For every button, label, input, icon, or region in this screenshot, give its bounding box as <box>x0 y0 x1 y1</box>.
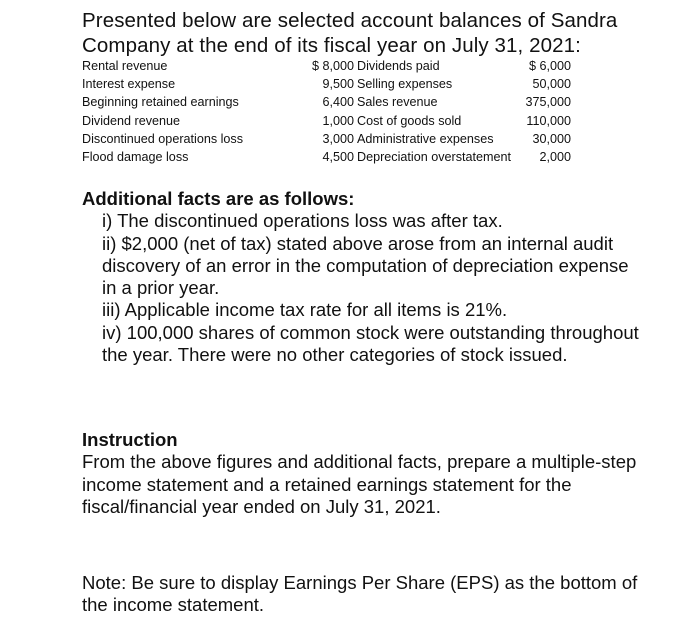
account-amount: 2,000 <box>539 150 572 165</box>
account-label: Depreciation overstatement <box>357 150 512 165</box>
account-balances-table <box>82 57 571 166</box>
account-amount: 6,400 <box>322 95 354 110</box>
account-label: Cost of goods sold <box>357 113 462 128</box>
account-label: Rental revenue <box>82 59 168 73</box>
account-amount: $ 8,000 <box>311 59 354 73</box>
balance-row <box>82 130 571 148</box>
note-paragraph: Note: Be sure to display Earnings Per Share (EPS) as the bottom of the income statement. <box>82 572 638 616</box>
account-amount: 3,000 <box>322 131 354 146</box>
fact-1: i) The discontinued operations loss was after tax. <box>102 210 503 232</box>
account-amount: 30,000 <box>532 131 572 146</box>
account-amount: 1,000 <box>322 113 354 128</box>
account-label: Dividends paid <box>357 59 440 73</box>
additional-facts-title: Additional facts are as follows: <box>82 188 355 209</box>
account-amount: 9,500 <box>322 77 354 92</box>
account-label: Beginning retained earnings <box>82 95 239 110</box>
instruction-title: Instruction <box>82 429 178 450</box>
balance-row <box>82 112 571 130</box>
account-label: Selling expenses <box>357 77 453 92</box>
balance-row <box>82 57 571 75</box>
additional-facts-section <box>82 188 642 366</box>
fact-4: iv) 100,000 shares of common stock were outstanding throughout the year. There were no other categories of stock issued. <box>102 321 639 366</box>
account-label: Interest expense <box>82 77 176 92</box>
instruction-section <box>82 429 642 518</box>
account-label: Sales revenue <box>357 95 438 110</box>
account-label: Administrative expenses <box>357 131 494 146</box>
account-label: Flood damage loss <box>82 150 189 165</box>
balance-row <box>82 148 571 166</box>
account-label: Discontinued operations loss <box>82 131 244 146</box>
account-amount: 4,500 <box>322 150 354 165</box>
intro-paragraph: Presented below are selected account balances of Sandra Company at the end of its fiscal year on July 31, 2021: <box>82 9 618 57</box>
balance-row <box>82 93 571 111</box>
account-amount: 110,000 <box>526 113 572 128</box>
instruction-body: From the above figures and additional facts, prepare a multiple-step income statement and a retained earnings statement for the fiscal/financial year ended on July 31, 2021. <box>82 451 637 517</box>
account-amount: 50,000 <box>532 77 572 92</box>
account-amount: 375,000 <box>525 95 572 110</box>
fact-3: iii) Applicable income tax rate for all items is 21%. <box>102 299 508 321</box>
account-label: Dividend revenue <box>82 113 181 128</box>
balance-row <box>82 75 571 93</box>
account-amount: $ 6,000 <box>528 59 572 73</box>
fact-2: ii) $2,000 (net of tax) stated above arose from an internal audit discovery of an error in the computation of depreciation expense in a prior year. <box>102 232 629 299</box>
